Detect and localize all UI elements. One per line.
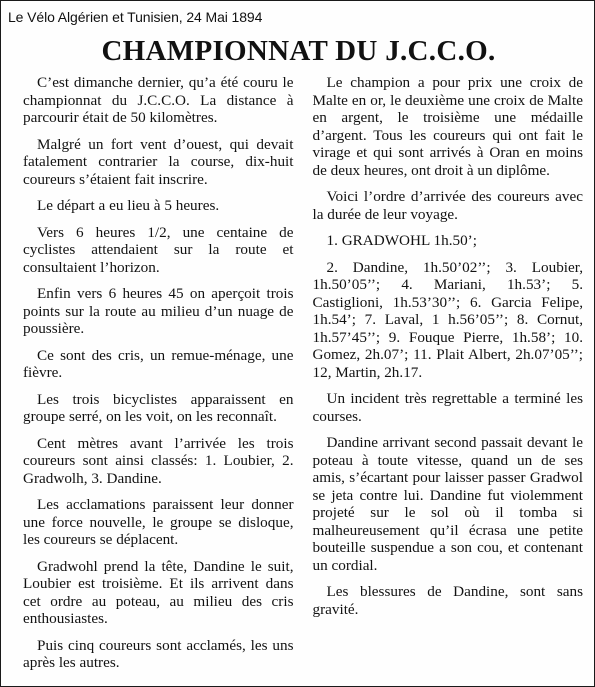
article-title: CHAMPIONNAT DU J.C.C.O. xyxy=(101,35,496,67)
paragraph: Voici l’ordre d’arrivée des coureurs avec la durée de leur voyage. xyxy=(312,188,583,223)
article-body xyxy=(23,74,583,679)
paragraph: Gradwohl prend la tête, Dandine le suit, Loubier est troisième. Et ils arrivent dans cet ordre au poteau, au milieu des cris enthousiastes. xyxy=(23,557,294,627)
paragraph: Dandine arrivant second passait devant le poteau à toute vitesse, quand un de ses amis, s’écartant pour laisser passer Gradwol se jeta contre lui. Dandine fut violemment projeté sur le sol où il tomba si malheureusement qu’il écrasa une petite bouteille suspendue a son cou, et contenant un cordial. xyxy=(312,434,583,574)
paragraph: Enfin vers 6 heures 45 on aperçoit trois points sur la route au milieu d’un nuage de poussière. xyxy=(23,285,294,337)
paragraph: Les acclamations paraissent leur donner une force nouvelle, le groupe se disloque, les coureurs se déplacent. xyxy=(23,496,294,548)
paragraph: Vers 6 heures 1/2, une centaine de cyclistes attendaient sur la route et consultaient l’horizon. xyxy=(23,223,294,276)
paragraph: Cent mètres avant l’arrivée les trois coureurs sont ainsi classés: 1. Loubier, 2. Gradwolh, 3. Dandine. xyxy=(23,434,294,487)
paragraph: 1. GRADWOHL 1h.50’; xyxy=(326,232,477,249)
paragraph: Un incident très regrettable a terminé les courses. xyxy=(312,390,583,425)
source-line: Le Vélo Algérien et Tunisien, 24 Mai 1894 xyxy=(8,9,263,25)
paragraph: Malgré un fort vent d’ouest, qui devait fatalement contrarier la course, dix-huit coureurs s’étaient fait inscrire. xyxy=(23,135,294,188)
paragraph: Le champion a pour prix une croix de Malte en or, le deuxième une croix de Malte en argent, le troisième une médaille d’argent. Tous les coureurs qui ont fait le virage et qui sont arrivés à Oran en moins de deux heures, ont droit à un diplôme. xyxy=(312,74,583,179)
paragraph: Les blessures de Dandine, sont sans gravité. xyxy=(312,583,583,618)
paragraph: Le départ a eu lieu à 5 heures. xyxy=(37,197,220,214)
paragraph: Les trois bicyclistes apparaissent en groupe serré, on les voit, on les reconnaît. xyxy=(23,390,294,425)
paragraph: Ce sont des cris, un remue-ménage, une fièvre. xyxy=(23,346,294,381)
paragraph: Puis cinq coureurs sont acclamés, les uns après les autres. xyxy=(23,636,294,671)
paragraph: 2. Dandine, 1h.50’02’’; 3. Loubier, 1h.50’05’’; 4. Mariani, 1h.53’; 5. Castiglioni, 1h.53’30’’; 6. Garcia Felipe, 1h.54’; 7. Laval, 1 h.56’05’’; 8. Cornut, 1h.57’45’’; 9. Fouque Pierre, 1h.58’; 10. Gomez, 2h.07’; 11. Plait Albert, 2h.07’05’’; 12, Martin, 2h.17. xyxy=(312,258,583,381)
paragraph: C’est dimanche dernier, qu’a été couru le championnat du J.C.C.O. La distance à parcourir était de 50 kilomètres. xyxy=(23,74,294,126)
